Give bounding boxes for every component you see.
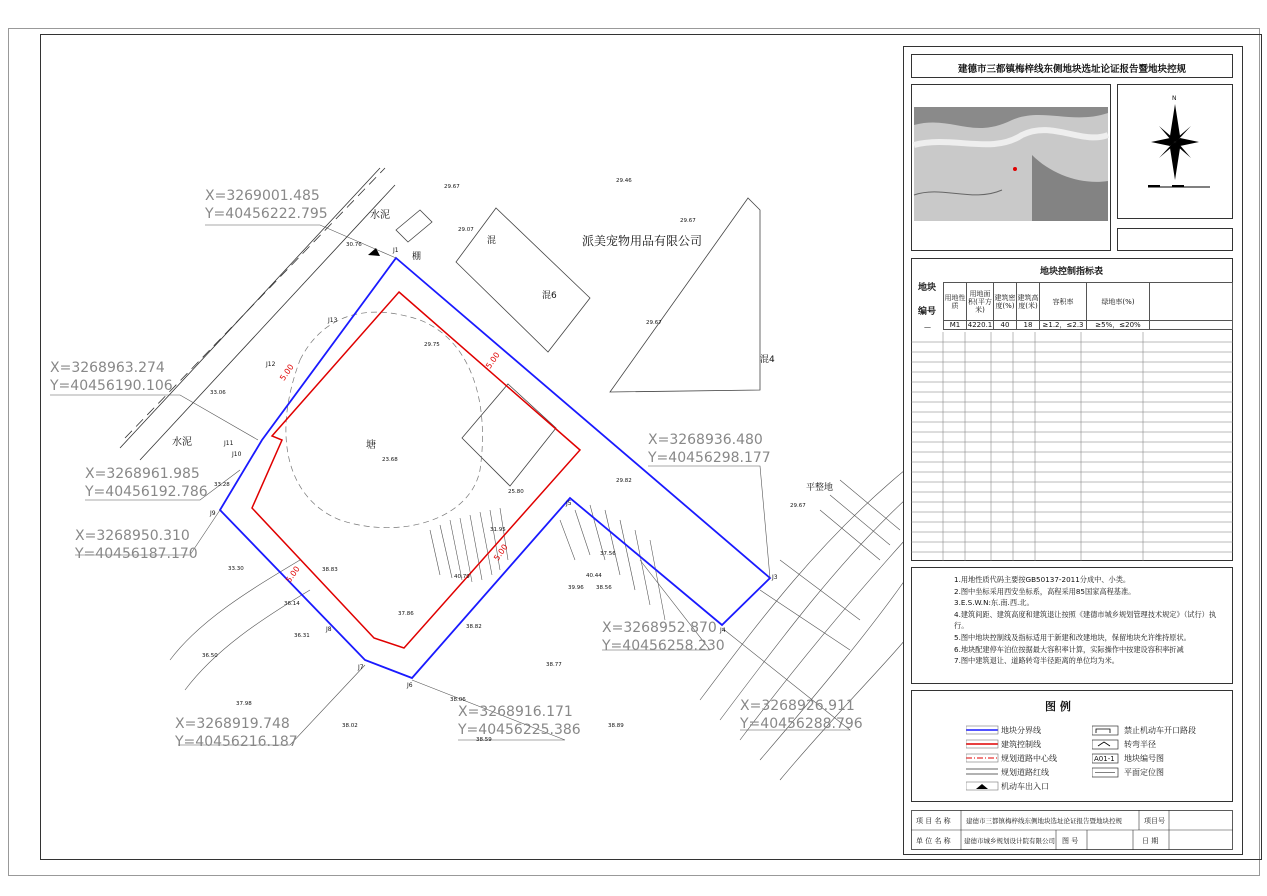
coord-y-8: Y=40456298.177 [648,450,771,466]
point-label: J6 [407,682,413,689]
elevation-label: 29.46 [616,178,632,184]
elevation-label: 38.82 [466,624,482,630]
elevation-label: 40.79 [454,574,470,580]
note-4: 4.建筑间距、建筑高度和建筑退让按照《建德市城乡规划管理技术规定》（试行）执行。 [954,609,1217,631]
coord-x-9: X=3268926.911 [740,698,855,714]
mix6-label: 混6 [542,291,557,301]
coord-x-7: X=3268952.870 [602,620,717,636]
vehicle-entrance-marker [368,248,380,256]
drawing-title: 建德市三都镇梅梓线东侧地块选址论证报告暨地块控规 [957,64,1186,75]
mix4-label: 混4 [760,355,775,365]
point-label: J11 [224,440,234,447]
note-2: 2.图中坐标采用西安坐标系，高程采用85国家高程基准。 [954,586,1136,596]
notes-list [954,574,1226,667]
tb-date-label: 日 期 [1142,837,1159,845]
title-box [911,54,1233,78]
tb-unit-value: 建德市城乡规划设计院有限公司 [964,837,1055,845]
elevation-label: 36.14 [284,601,300,607]
cement-left-label: 水泥 [172,437,192,448]
flat-label: 平整地 [806,483,834,493]
index-cell-green: ≥5%，≤20% [1087,321,1150,330]
legend-swatches-right [1092,724,1124,780]
legend-box [911,690,1233,802]
legend-turn-radius: 转弯半径 [1124,740,1156,749]
elevation-label: 36.50 [202,653,218,659]
point-label: J1 [393,247,399,254]
point-label: J9 [210,510,216,517]
index-table-title: 地块控制指标表 [1040,267,1104,277]
elevation-label: 37.56 [600,551,616,557]
mix-label: 混 [487,236,497,246]
location-map-box [911,84,1111,251]
location-map [912,85,1110,250]
legend-centerline: 规划道路中心线 [1001,754,1057,763]
tb-unit-label: 单 位 名 称 [916,837,951,845]
coord-x-8: X=3268936.480 [648,432,763,448]
legend-boundary: 地块分界线 [1001,726,1041,735]
index-header: 绿地率(%) [1087,283,1150,321]
point-label: J8 [326,626,332,633]
tb-drawing-label: 图 号 [1062,837,1079,845]
elevation-label: 29.67 [646,320,662,326]
elevation-label: 37.86 [398,611,414,617]
tb-number-label: 项目号 [1144,817,1165,825]
tb-project-value: 建德市三都镇梅梓线东侧地块选址论证报告暨地块控规 [966,817,1122,825]
pond-outline [286,312,483,528]
index-cell-far: ≥1.2，≤2.3 [1040,321,1087,330]
site-boundary-line [220,258,770,678]
cement-top-label: 水泥 [370,210,390,221]
elevation-label: 36.31 [294,633,310,639]
turn-radius-icon [1098,742,1110,746]
point-label: J3 [772,574,778,581]
coord-y-7: Y=40456258.230 [602,638,725,654]
point-label: J10 [232,451,242,458]
setback-label-sw: 5.00 [284,564,302,585]
note-6: 6.地块配建停车泊位按据最大容积率计算，实际操作中按建设容积率折减 [954,644,1184,654]
legend-title: 图 例 [1045,700,1071,713]
elevation-label: 38.02 [342,723,358,729]
note-7: 7.图中建筑退让、道路转弯半径距离的单位均为米。 [954,656,1119,666]
elevation-label: 29.07 [458,227,474,233]
legend-no-opening: 禁止机动车开口路段 [1124,726,1196,735]
coord-y-6: Y=40456225.386 [458,722,581,738]
elevation-label: 31.95 [490,527,506,533]
compass-box [1117,84,1233,219]
elevation-label: 33.30 [228,566,244,572]
note-1: 1.用地性质代码主要按GB50137-2011分成中、小类。 [954,575,1131,584]
blank-box [1117,228,1233,251]
elevation-label: 38.83 [322,567,338,573]
elevation-label: 38.59 [476,737,492,743]
elevation-label: 29.75 [424,342,440,348]
point-label: J7 [358,664,364,671]
setback-label-bottom: 5.00 [492,542,510,563]
note-5: 5.图中地块控制线及指标适用于新建和改建地块，保留地块允许维持原状。 [954,632,1191,642]
legend-control: 建筑控制线 [1001,740,1041,749]
index-cell-area: 4220.1 [967,321,993,329]
elevation-label: 29.67 [680,218,696,224]
index-cell-use: M1 [944,321,967,330]
elevation-label: 29.67 [790,503,806,509]
index-header: 建筑密度(%) [994,283,1017,321]
legend-block-code: 地块编号图 [1124,754,1164,763]
coord-y-1: Y=40456222.795 [205,206,328,222]
elevation-label: 38.56 [596,585,612,591]
coord-x-5: X=3268919.748 [175,716,290,732]
index-cell-height: 18 [1017,321,1040,330]
note-3: 3.E.S.W.N:东.南.西.北。 [954,598,1034,608]
elevation-label: 37.98 [236,701,252,707]
legend-code-sample: A01-1 [1094,755,1115,763]
legend-redline: 规划道路红线 [1001,768,1049,777]
coord-x-4: X=3268950.310 [75,528,190,544]
index-cell-block: — [924,323,931,331]
index-table [943,282,1233,330]
index-cell-density: 40 [994,321,1017,330]
point-label: J13 [328,317,338,324]
elevation-label: 33.06 [210,390,226,396]
north-arrow-icon [1118,85,1232,218]
coord-y-2: Y=40456190.106 [50,378,173,394]
shed-label: 棚 [412,252,422,262]
point-label: J4 [720,627,726,634]
elevation-label: 25.80 [508,489,524,495]
swatch-entrance [976,784,988,789]
coord-y-3: Y=40456192.786 [85,484,208,500]
elevation-label: 40.44 [586,573,602,579]
setback-label-top: 5.00 [484,350,502,371]
elevation-label: 38.06 [450,697,466,703]
point-label: J5 [566,500,572,507]
coord-y-4: Y=40456187.170 [75,546,198,562]
coord-x-6: X=3268916.171 [458,704,573,720]
legend-entrance: 机动车出入口 [1001,782,1049,791]
tb-project-label: 项 目 名 称 [916,817,951,825]
elevation-label: 29.67 [444,184,460,190]
company-label: 派美宠物用品有限公司 [582,234,703,248]
elevation-label: 23.68 [382,457,398,463]
no-opening-icon [1096,729,1110,733]
coord-x-2: X=3268963.274 [50,360,165,376]
elevation-label: 29.82 [616,478,632,484]
point-label: J12 [266,361,276,368]
coord-y-5: Y=40456216.187 [175,734,298,750]
setback-label-left: 5.00 [278,362,296,383]
index-table-empty-rows [911,332,1233,561]
index-header: 用地性质 [944,283,967,321]
coord-x-3: X=3268961.985 [85,466,200,482]
north-label: N [1172,95,1177,102]
pond-label: 塘 [366,440,376,451]
elevation-label: 39.96 [568,585,584,591]
elevation-label: 33.28 [214,482,230,488]
index-col-block: 地块编号 [917,283,936,317]
legend-positioning: 平面定位图 [1124,768,1164,777]
coord-x-1: X=3269001.485 [205,188,320,204]
elevation-label: 38.89 [608,723,624,729]
coord-y-9: Y=40456288.796 [740,716,863,732]
index-header: 建筑高度(米) [1017,283,1040,321]
elevation-label: 30.76 [346,242,362,248]
index-header: 用地面积(平方米) [967,283,994,321]
index-header: 容积率 [1040,283,1087,321]
elevation-label: 38.77 [546,662,562,668]
